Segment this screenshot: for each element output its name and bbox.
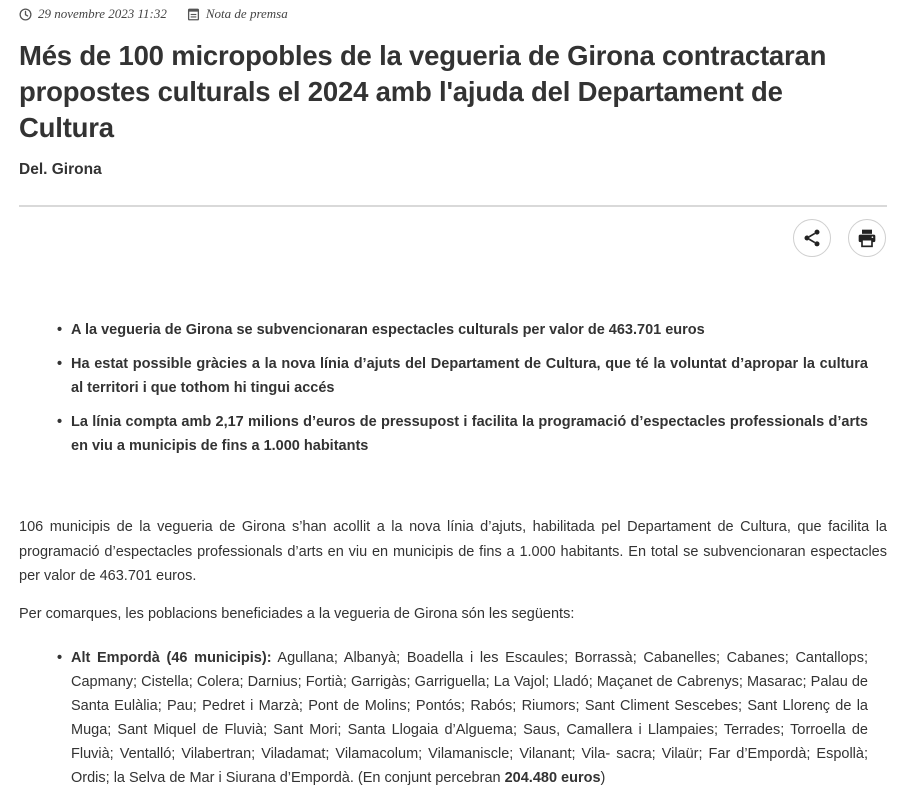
comarca-item — [56, 646, 868, 790]
highlights-list — [56, 318, 868, 468]
highlight-item: • La línia compta amb 2,17 milions d’euros de pressupost i facilita la programació d’espectacles professionals d’arts en viu a municipis de fins a 1.000 habitants — [56, 410, 868, 458]
comarca-tail: ) — [600, 770, 606, 786]
comarca-name: Alt Empordà (46 municipis): — [71, 650, 272, 666]
document-icon — [187, 8, 200, 21]
comarques-list — [56, 646, 868, 790]
highlight-item: • A la vegueria de Girona se subvencionaran espectacles culturals per valor de 463.701 euros — [56, 318, 868, 342]
share-icon — [802, 228, 822, 248]
content-type — [187, 6, 288, 22]
article-title: Més de 100 micropobles de la vegueria de Girona contractaran propostes culturals el 2024 amb l'ajuda del Departament de Cultura — [19, 40, 827, 143]
body-paragraph: Per comarques, les poblacions beneficiades a la vegueria de Girona són les següents: — [19, 606, 575, 622]
content-type-text: Nota de premsa — [205, 6, 288, 21]
publish-date — [19, 6, 167, 22]
clock-icon — [19, 8, 32, 21]
share-button[interactable] — [793, 219, 831, 257]
comarca-amount: 204.480 euros — [504, 770, 601, 786]
body-paragraph: 106 municipis de la vegueria de Girona s’han acollit a la nova línia d’ajuts, habilitada pel Departament de Cultura, que facilita la programació d’espectacles professionals d’arts en viu en municipis de fins a 1.000 habitants. En total se subvencionaran espectacles per valor de 463.701 euros. — [19, 519, 887, 584]
article-author: Del. Girona — [19, 161, 102, 178]
print-icon — [857, 228, 877, 248]
article-meta — [19, 5, 308, 23]
date-text: 29 novembre 2023 11:32 — [38, 6, 167, 21]
highlight-item: • Ha estat possible gràcies a la nova línia d’ajuts del Departament de Cultura, que té la voluntat d’apropar la cultura al territori i que tothom hi tingui accés — [56, 352, 868, 400]
comarca-towns: Agullana; Albanyà; Boadella i les Escaules; Borrassà; Cabanelles; Cabanes; Cantallops; Capmany; Cistella; Colera; Darnius; Fortià; Garrigàs; Garriguella; La Vajol; Lladó; Maçanet de Cabrenys; Masarac; Palau de Santa Eulàlia; Pau; Pedret i Marzà; Pont de Molins; Pontós; Rabós; Riumors; Sant Climent Sescebes; Sant Llorenç de la Muga; Sant Miquel de Fluvià; Sant Mori; Santa Llogaia d’Alguema; Saus, Camallera i Llampaies; Terrades; Torroella de Fluvià; Ventalló; Vilabertran; Viladamat; Vilamacolum; Vilamaniscle; Vilanant; Vila- sacra; Vilaür; Far d’Empordà; Espollà; Ordis; la Selva de Mar i Siurana d’Empordà. (En conjunt percebran — [71, 650, 868, 786]
print-button[interactable] — [848, 219, 886, 257]
title-divider — [19, 205, 887, 207]
